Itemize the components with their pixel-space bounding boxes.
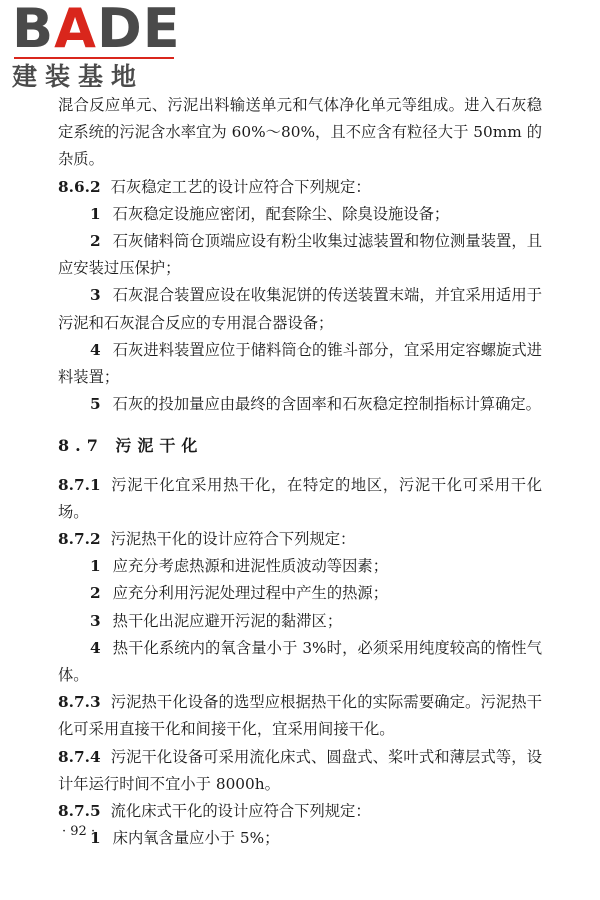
item-number: 4	[90, 340, 101, 359]
logo-letters-b: B	[12, 0, 55, 60]
clause-text: 污泥热干化设备的选型应根据热干化的实际需要确定。污泥热干化可采用直接干化和间接干化，宜采用间接干化。	[58, 693, 542, 739]
item-text: 床内氧含量应小于 5%；	[112, 829, 280, 848]
item-text: 应充分利用污泥处理过程中产生的热源；	[112, 584, 389, 603]
clause-number: 8.7.2	[58, 530, 101, 549]
item-text: 热干化出泥应避开污泥的黏滞区；	[112, 611, 343, 630]
bade-logo	[12, 0, 182, 91]
list-item	[58, 553, 542, 580]
clause-number: 8.7.1	[58, 475, 101, 494]
item-number: 3	[90, 611, 101, 630]
clause-text: 石灰稳定工艺的设计应符合下列规定：	[110, 177, 371, 196]
clause-number: 8.6.2	[58, 177, 101, 196]
item-text: 应充分考虑热源和进泥性质波动等因素；	[112, 557, 389, 576]
clause-8-7-4	[58, 744, 542, 798]
section-title: 8.7 污泥干化	[58, 436, 204, 456]
logo-wordmark	[12, 0, 182, 60]
list-item	[58, 282, 542, 336]
list-item	[58, 391, 542, 418]
item-text: 石灰储料筒仓顶端应设有粉尘收集过滤装置和物位测量装置，且应安装过压保护；	[58, 232, 542, 278]
clause-number: 8.7.4	[58, 747, 101, 766]
item-number: 1	[90, 557, 101, 576]
list-item	[58, 201, 542, 228]
item-number: 2	[90, 232, 101, 251]
clause-text: 污泥干化宜采用热干化，在特定的地区，污泥干化可采用干化场。	[58, 475, 542, 521]
item-text: 石灰稳定设施应密闭，配套除尘、除臭设施设备；	[112, 204, 450, 223]
item-text: 石灰进料装置应位于储料筒仓的锥斗部分，宜采用定容螺旋式进料装置；	[58, 340, 542, 387]
item-number: 3	[90, 286, 101, 305]
item-text: 热干化系统内的氧含量小于 3%时，必须采用纯度较高的惰性气体。	[58, 638, 542, 685]
item-number: 2	[90, 584, 101, 603]
item-number: 1	[90, 829, 101, 848]
clause-8-7-1	[58, 472, 542, 526]
clause-text: 污泥热干化的设计应符合下列规定：	[110, 530, 356, 549]
item-number: 1	[90, 204, 101, 223]
clause-8-7-5	[58, 798, 542, 825]
logo-subtitle: 建装基地	[12, 62, 145, 91]
item-number: 5	[90, 395, 101, 414]
page-number: · 92 ·	[62, 824, 96, 839]
list-item	[58, 825, 542, 852]
clause-text: 流化床式干化的设计应符合下列规定：	[110, 802, 371, 821]
clause-8-7-3	[58, 689, 542, 743]
list-item	[58, 337, 542, 391]
list-item	[58, 580, 542, 607]
clause-number: 8.7.5	[58, 802, 101, 821]
list-item	[58, 228, 542, 282]
clause-number: 8.7.3	[58, 693, 101, 712]
clause-text: 污泥干化设备可采用流化床式、圆盘式、桨叶式和薄层式等，设计年运行时间不宜小于 8000h。	[58, 747, 542, 793]
item-number: 4	[90, 638, 101, 657]
logo-letters-de: DE	[96, 0, 181, 60]
intro-paragraph: 混合反应单元、污泥出料输送单元和气体净化单元等组成。进入石灰稳定系统的污泥含水率宜为 60%～80%，且不应含有粒径大于 50mm 的杂质。	[58, 96, 542, 169]
list-item	[58, 608, 542, 635]
list-item	[58, 635, 542, 689]
document-body	[58, 92, 542, 852]
logo-letter-a: A	[54, 0, 97, 60]
clause-8-6-2	[58, 174, 542, 201]
clause-8-7-2	[58, 526, 542, 553]
item-text: 石灰混合装置应设在收集泥饼的传送装置末端，并宜采用适用于污泥和石灰混合反应的专用混合器设备；	[58, 286, 542, 332]
item-text: 石灰的投加量应由最终的含固率和石灰稳定控制指标计算确定。	[112, 395, 541, 414]
